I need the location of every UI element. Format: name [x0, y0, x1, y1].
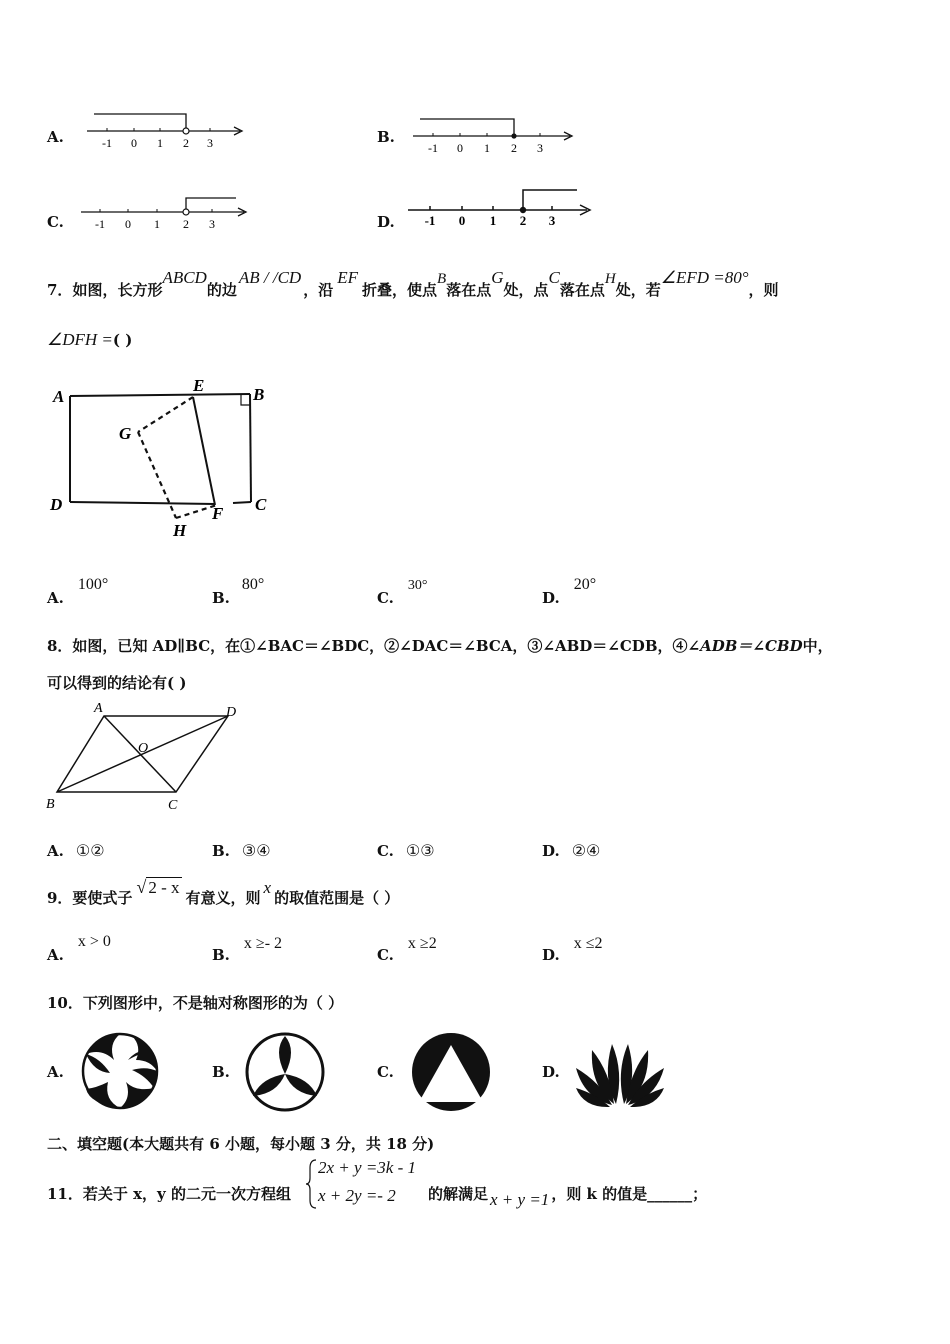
tick: 1: [489, 213, 497, 228]
q8-option-b[interactable]: B. ③④: [212, 842, 271, 860]
q9-option-a[interactable]: A.x > 0: [47, 933, 111, 964]
tick: 2: [183, 136, 189, 150]
tick: 0: [457, 141, 463, 155]
q6-option-b-label: B.: [377, 128, 395, 146]
label-e: E: [193, 376, 205, 395]
q10-option-c-label[interactable]: C.: [377, 1063, 394, 1081]
q7-question-line2: ∠DFH =( ): [47, 330, 133, 349]
q6-option-a-label: A.: [47, 128, 64, 146]
tick: 3: [537, 141, 543, 155]
q9-option-b[interactable]: B.x ≥- 2: [212, 935, 283, 964]
tick: 2: [519, 213, 527, 228]
q11-lead-text: 11．若关于 x，y 的二元一次方程组: [47, 1185, 291, 1203]
tick: 3: [548, 213, 556, 228]
q9-option-c[interactable]: C.x ≥2: [377, 935, 437, 964]
q11-equation-system: [306, 1158, 426, 1210]
tick: 3: [207, 136, 213, 150]
label-o: O: [138, 741, 149, 756]
q10-option-a-label[interactable]: A.: [47, 1063, 64, 1081]
tick: 3: [209, 217, 215, 231]
q6-option-c-label: C.: [47, 213, 64, 231]
tick: 1: [154, 217, 160, 231]
tick: 1: [157, 136, 163, 150]
q10-option-d-label[interactable]: D.: [542, 1063, 560, 1081]
q7-option-d[interactable]: D.20°: [542, 576, 597, 607]
q7-option-b[interactable]: B.80°: [212, 576, 265, 607]
q7-option-a[interactable]: A.100°: [47, 576, 109, 607]
label-b: B: [46, 797, 55, 812]
label-d: D: [226, 705, 237, 720]
q9-question-line: 9．要使式子√ 2 - x有意义，则x的取值范围是（ ）: [47, 877, 400, 907]
tick: 2: [183, 217, 189, 231]
three-petal-circle-icon[interactable]: [243, 1030, 327, 1114]
tick: -1: [95, 217, 105, 231]
q11-equation-2: x + 2y =- 2: [318, 1186, 396, 1205]
q7-question-line: 7．如图，长方形ABCD的边AB / /CD，沿EF折叠，使点B落在点G处，点C落在点H处，若∠EFD =80°，则: [47, 268, 779, 299]
q8-question-line1: 8．如图，已知 AD∥BC，在①∠BAC＝∠BDC，②∠DAC＝∠BCA，③∠ABD＝∠CDB，④∠ADB＝∠CBD中，: [47, 637, 833, 655]
q8-option-a[interactable]: A. ①②: [47, 842, 105, 860]
label-a: A: [94, 701, 103, 716]
q6-option-b-numberline: [408, 110, 583, 155]
q6-option-d-numberline: [405, 186, 600, 234]
tick: 0: [131, 136, 137, 150]
label-d: D: [50, 495, 63, 514]
label-h: H: [173, 521, 187, 540]
q11-equation-1: 2x + y =3k - 1: [318, 1158, 416, 1177]
q10-question-line: 10．下列图形中，不是轴对称图形的为（ ）: [47, 994, 344, 1012]
label-c: C: [168, 798, 178, 813]
q8-question-line2: 可以得到的结论有( ): [47, 674, 187, 692]
q11-middle-text: 的解满足 x + y =1 ，则 k 的值是______；: [428, 1185, 708, 1209]
tick: -1: [102, 136, 112, 150]
q8-option-c[interactable]: C. ①③: [377, 842, 435, 860]
yin-yang-swirl-icon[interactable]: [80, 1030, 160, 1112]
q6-option-a-numberline: [82, 108, 252, 153]
left-brace-icon: [306, 1158, 318, 1210]
q8-option-d[interactable]: D. ②④: [542, 842, 601, 860]
fan-petals-logo-icon[interactable]: [572, 1038, 668, 1110]
q11-answer-blank[interactable]: ______: [647, 1185, 693, 1203]
q8-parallelogram-figure: [42, 698, 252, 818]
q6-option-d-label: D.: [377, 213, 395, 231]
tick: 0: [125, 217, 131, 231]
label-c: C: [255, 495, 267, 514]
q7-folded-rectangle-figure: [45, 372, 280, 552]
q9-option-d[interactable]: D.x ≤2: [542, 935, 603, 964]
triangle-in-disc-icon[interactable]: [410, 1031, 494, 1115]
label-a: A: [53, 387, 65, 406]
label-f: F: [212, 504, 224, 523]
tick: 1: [484, 141, 490, 155]
tick: 0: [458, 213, 466, 228]
q9-radicand: 2 - x: [148, 878, 180, 897]
label-g: G: [119, 424, 132, 443]
label-b: B: [253, 385, 265, 404]
section-2-heading: 二、填空题(本大题共有 6 小题，每小题 3 分，共 18 分): [47, 1135, 435, 1153]
tick: 2: [511, 141, 517, 155]
q10-option-b-label[interactable]: B.: [212, 1063, 230, 1081]
tick: -1: [428, 141, 438, 155]
tick: -1: [424, 213, 436, 228]
q6-option-c-numberline: [78, 192, 258, 234]
q7-option-c[interactable]: C.30°: [377, 578, 428, 607]
